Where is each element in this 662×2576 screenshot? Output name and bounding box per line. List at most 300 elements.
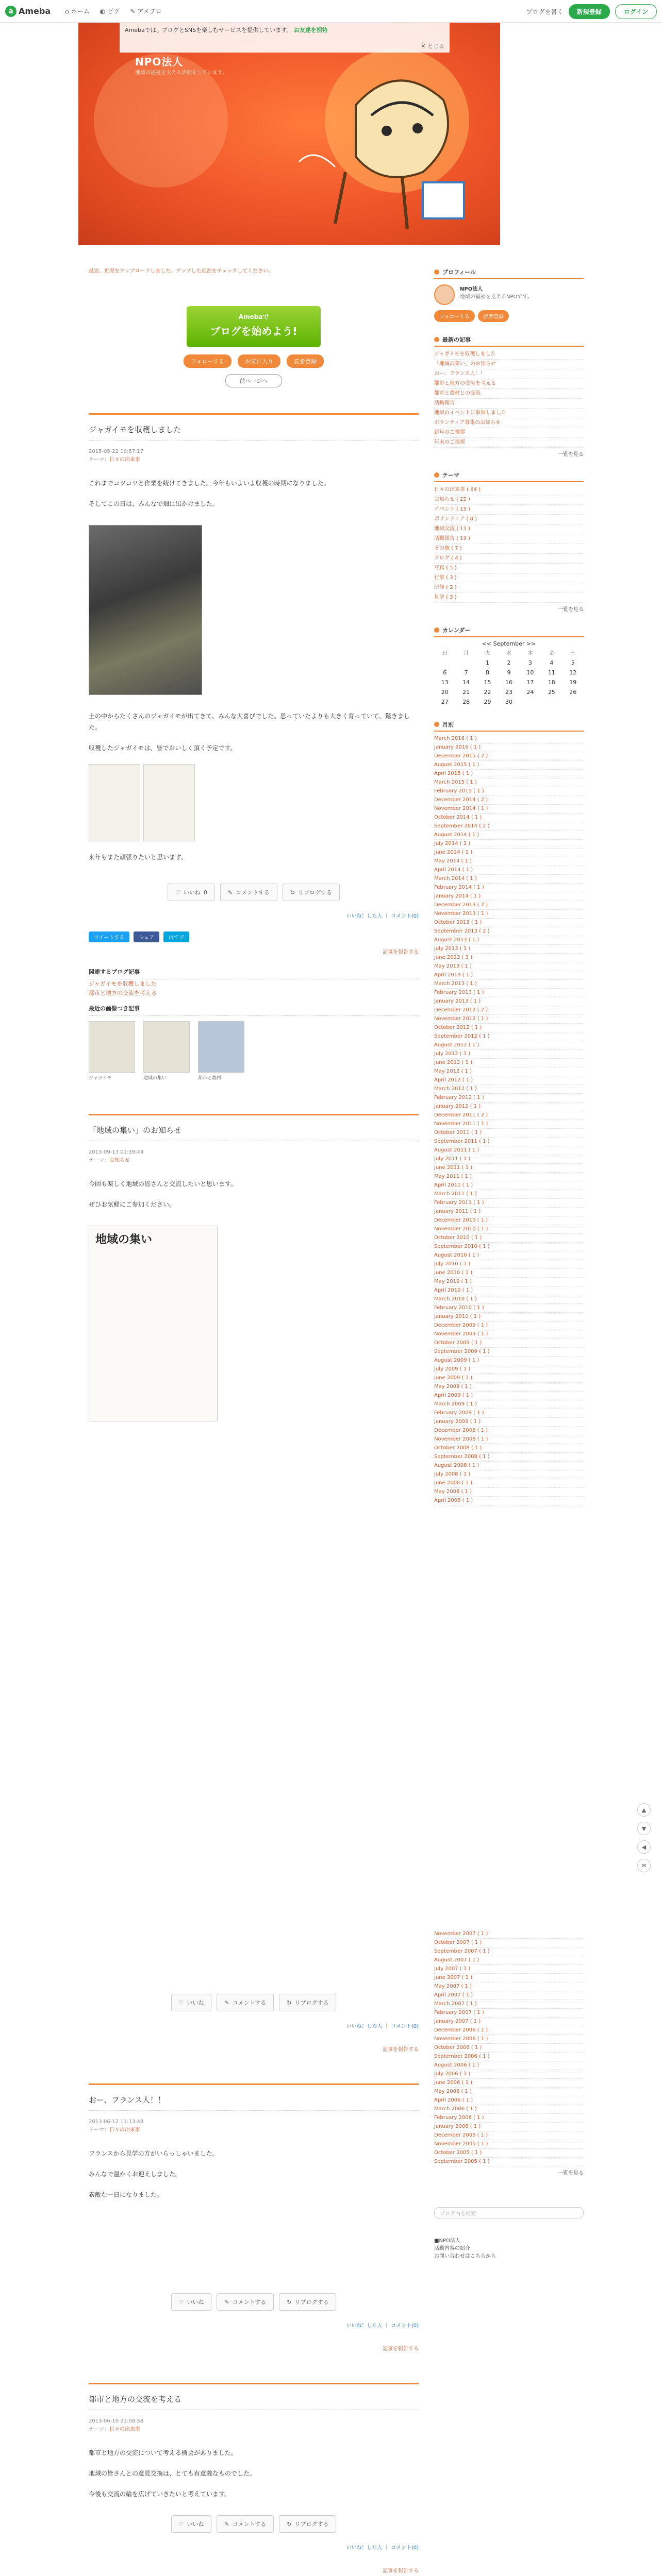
archive-item[interactable]: November 2010 ( 1 ) — [434, 1225, 584, 1234]
calendar-weekday: 火 — [485, 651, 490, 656]
comment-button[interactable] — [220, 884, 277, 901]
register-button[interactable]: 新規登録 — [569, 4, 610, 19]
floating-buttons — [636, 1803, 652, 1872]
prev-page-button[interactable]: 前ページへ — [225, 374, 282, 387]
entry-theme-link[interactable]: お知らせ — [109, 1158, 130, 1163]
blog-entry — [89, 2083, 419, 2352]
like-button[interactable] — [171, 1994, 212, 2011]
archive-item[interactable]: September 2010 ( 1 ) — [434, 1243, 584, 1251]
archive-item[interactable]: July 2007 ( 1 ) — [434, 1965, 584, 1974]
archive-item[interactable]: August 2015 ( 1 ) — [434, 761, 584, 770]
entry-meta — [89, 2118, 419, 2134]
reaction-bar — [89, 2515, 419, 2533]
archive-item[interactable]: May 2008 ( 1 ) — [434, 1488, 584, 1497]
archive-item[interactable]: January 2011 ( 1 ) — [434, 1208, 584, 1216]
theme-item[interactable]: イベント ( 15 ) — [434, 505, 584, 515]
theme-item[interactable]: その他 ( 7 ) — [434, 544, 584, 554]
entry-body — [89, 2447, 419, 2500]
archive-item[interactable]: November 2005 ( 1 ) — [434, 2140, 584, 2149]
archive-item[interactable]: April 2010 ( 1 ) — [434, 1286, 584, 1295]
calendar-day[interactable]: 19 — [569, 679, 577, 686]
heart-icon: ♡ — [178, 2298, 184, 2306]
archive-item[interactable]: August 2013 ( 1 ) — [434, 936, 584, 945]
tweet-button[interactable]: ツイートする — [89, 931, 129, 942]
archive-item[interactable]: December 2013 ( 2 ) — [434, 901, 584, 910]
archive-item[interactable]: October 2012 ( 1 ) — [434, 1024, 584, 1032]
archive-item[interactable]: August 2008 ( 1 ) — [434, 1462, 584, 1470]
archive-item[interactable]: January 2009 ( 1 ) — [434, 1418, 584, 1427]
notice-close-label: とじる — [427, 43, 444, 49]
archive-item[interactable]: October 2008 ( 1 ) — [434, 1444, 584, 1453]
archive-more-link[interactable]: 一覧を見る — [558, 2171, 584, 2176]
nav-ameblo[interactable] — [130, 7, 161, 15]
theme-heading — [434, 471, 584, 482]
ameba-logo[interactable] — [5, 6, 51, 17]
calendar-weekday: 日 — [442, 651, 448, 656]
archive-item[interactable]: March 2007 ( 1 ) — [434, 2000, 584, 2009]
archive-item[interactable]: February 2010 ( 1 ) — [434, 1304, 584, 1313]
theme-item[interactable]: 行事 ( 3 ) — [434, 573, 584, 583]
calendar-day[interactable] — [541, 697, 562, 707]
paragraph: みんなで温かくお迎えしました。 — [89, 2171, 182, 2178]
comment-button[interactable] — [217, 2515, 274, 2533]
entry-photo[interactable] — [89, 525, 202, 695]
info-line[interactable]: お問い合わせはこちらから — [434, 2253, 496, 2259]
archive-item[interactable]: May 2010 ( 1 ) — [434, 1278, 584, 1286]
calendar-day[interactable]: 6 — [443, 669, 447, 676]
archive-item[interactable]: May 2012 ( 1 ) — [434, 1067, 584, 1076]
reblog-button[interactable] — [279, 2515, 336, 2533]
archive-item[interactable]: January 2012 ( 1 ) — [434, 1103, 584, 1111]
archive-heading-label: 月別 — [442, 721, 454, 728]
theme-item[interactable]: 日々の出来事 ( 64 ) — [434, 485, 584, 495]
archive-item[interactable]: November 2007 ( 1 ) — [434, 1930, 584, 1939]
archive-item[interactable]: September 2008 ( 1 ) — [434, 1453, 584, 1462]
notice-link[interactable]: お友達を招待 — [293, 27, 328, 33]
theme-item[interactable]: 写真 ( 5 ) — [434, 564, 584, 573]
prev-month-icon[interactable]: << — [482, 640, 492, 647]
archive-item[interactable]: October 2007 ( 1 ) — [434, 1939, 584, 1947]
thumb[interactable] — [198, 1021, 244, 1083]
report-link[interactable]: 記事を報告する — [383, 2047, 419, 2053]
reblog-button[interactable] — [279, 2293, 336, 2311]
thumb-image — [198, 1021, 244, 1073]
archive-item[interactable]: March 2016 ( 1 ) — [434, 735, 584, 743]
archive-item[interactable]: January 2013 ( 1 ) — [434, 997, 584, 1006]
archive-item[interactable]: March 2009 ( 1 ) — [434, 1400, 584, 1409]
notice-text: Amebaでは、ブログとSNSを楽しむサービスを提供しています。 — [125, 27, 292, 33]
archive-item[interactable]: April 2014 ( 1 ) — [434, 866, 584, 875]
calendar-day[interactable]: 1 — [486, 659, 490, 666]
archive-item[interactable]: April 2009 ( 1 ) — [434, 1392, 584, 1400]
archive-item[interactable]: July 2013 ( 1 ) — [434, 945, 584, 954]
archive-item[interactable]: April 2012 ( 1 ) — [434, 1076, 584, 1085]
calendar-day[interactable] — [434, 658, 455, 668]
theme-item[interactable]: 活動報告 ( 19 ) — [434, 534, 584, 544]
archive-item[interactable]: February 2014 ( 1 ) — [434, 884, 584, 892]
thumb[interactable] — [143, 1021, 190, 1083]
theme-label: テーマ： — [89, 2127, 109, 2133]
archive-item[interactable]: February 2011 ( 1 ) — [434, 1199, 584, 1208]
back-icon[interactable]: ◀ — [637, 1840, 651, 1854]
archive-item[interactable]: December 2010 ( 1 ) — [434, 1216, 584, 1225]
event-flyer[interactable] — [89, 1226, 218, 1421]
comment-icon: ✎ — [227, 889, 233, 896]
archive-item[interactable]: September 2012 ( 1 ) — [434, 1032, 584, 1041]
home-icon: ⌂ — [65, 7, 69, 15]
entry-links[interactable]: いいね！した人 ｜ コメント(0) — [346, 2323, 419, 2329]
archive-item[interactable]: November 2006 ( 1 ) — [434, 2035, 584, 2044]
calendar-weekday: 金 — [549, 651, 554, 656]
entry-photo-small[interactable] — [89, 764, 140, 841]
like-button[interactable] — [171, 2293, 212, 2311]
report-link[interactable]: 記事を報告する — [383, 950, 419, 955]
login-button[interactable]: ログイン — [615, 4, 657, 19]
calendar-day[interactable]: 29 — [484, 699, 491, 705]
mail-icon[interactable]: ✉ — [637, 1859, 651, 1872]
paragraph: 来年もまた頑張りたいと思います。 — [89, 854, 188, 861]
image-thumbs — [89, 1021, 419, 1083]
archive-item[interactable]: September 2011 ( 1 ) — [434, 1138, 584, 1146]
profile-box — [434, 268, 584, 322]
archive-item[interactable]: July 2006 ( 1 ) — [434, 2070, 584, 2079]
recent-item[interactable]: おー、フランス人！！ — [434, 369, 584, 379]
calendar-day[interactable]: 4 — [550, 659, 554, 666]
heart-icon: ♡ — [175, 889, 180, 896]
write-blog-link[interactable]: ブログを書く — [526, 8, 564, 15]
archive-item[interactable]: June 2006 ( 1 ) — [434, 2079, 584, 2088]
calendar-day[interactable]: 30 — [505, 699, 512, 705]
entry-title[interactable]: ジャガイモを収穫しました — [89, 424, 419, 440]
recent-item[interactable]: 「地域の集い」のお知らせ — [434, 360, 584, 369]
archive-item[interactable]: March 2015 ( 1 ) — [434, 778, 584, 787]
theme-item[interactable]: 研修 ( 2 ) — [434, 583, 584, 593]
archive-item[interactable]: April 2007 ( 1 ) — [434, 1991, 584, 2000]
paragraph: 今後も交流の輪を広げていきたいと考えています。 — [89, 2490, 231, 2498]
archive-item[interactable]: March 2014 ( 1 ) — [434, 875, 584, 884]
info-line: ■NPO法人 — [434, 2238, 460, 2244]
paragraph: そしてこの日は、みんなで畑に出かけました。 — [89, 500, 219, 507]
calendar-day[interactable]: 15 — [484, 679, 491, 686]
archive-item[interactable]: November 2012 ( 1 ) — [434, 1015, 584, 1024]
archive-item[interactable]: May 2007 ( 1 ) — [434, 1982, 584, 1991]
archive-item[interactable]: December 2012 ( 2 ) — [434, 1006, 584, 1015]
archive-item[interactable]: November 2013 ( 1 ) — [434, 910, 584, 919]
theme-heading-label: テーマ — [442, 472, 459, 479]
recent-more-link[interactable]: 一覧を見る — [558, 452, 584, 457]
archive-item[interactable]: November 2014 ( 1 ) — [434, 805, 584, 814]
archive-item[interactable]: December 2014 ( 2 ) — [434, 796, 584, 805]
reblog-label: リブログする — [297, 889, 332, 896]
archive-list — [434, 732, 584, 1505]
archive-item[interactable]: January 2016 ( 1 ) — [434, 743, 584, 752]
archive-item[interactable]: April 2008 ( 1 ) — [434, 1497, 584, 1505]
recent-item[interactable]: ジャガイモを収穫しました — [434, 350, 584, 360]
archive-item[interactable]: August 2007 ( 1 ) — [434, 1956, 584, 1965]
recent-item[interactable]: 都市と農村との交流 — [434, 389, 584, 399]
archive-item[interactable]: February 2009 ( 1 ) — [434, 1409, 584, 1418]
archive-item[interactable]: February 2006 ( 1 ) — [434, 2114, 584, 2123]
paragraph: これまでコツコツと作業を続けてきました。今年もいよいよ収穫の時期になりました。 — [89, 480, 330, 487]
recent-item[interactable]: 地域のイベントに参加しました — [434, 409, 584, 418]
thumb[interactable] — [89, 1021, 135, 1083]
like-button[interactable] — [168, 884, 215, 901]
archive-item[interactable]: September 2009 ( 1 ) — [434, 1348, 584, 1357]
archive-item[interactable]: May 2006 ( 1 ) — [434, 2088, 584, 2096]
recent-item[interactable]: 年末のご挨拶 — [434, 438, 584, 448]
archive-item[interactable]: October 2014 ( 1 ) — [434, 814, 584, 822]
archive-item[interactable]: June 2011 ( 1 ) — [434, 1164, 584, 1173]
follow-button[interactable]: フォローする — [184, 354, 231, 368]
entry-photo-group — [89, 764, 419, 841]
archive-item[interactable]: January 2006 ( 1 ) — [434, 2123, 584, 2131]
recent-item[interactable]: 都市と地方の交流を考える — [434, 379, 584, 389]
theme-item[interactable]: 地域交流 ( 11 ) — [434, 524, 584, 534]
main-column — [89, 268, 419, 1437]
archive-item[interactable]: March 2011 ( 1 ) — [434, 1190, 584, 1199]
calendar-day[interactable]: 14 — [462, 679, 470, 686]
thumb-image — [89, 1021, 135, 1073]
archive-item[interactable]: November 2011 ( 1 ) — [434, 1120, 584, 1129]
blog-header-image — [78, 23, 500, 245]
theme-item[interactable]: 見学 ( 3 ) — [434, 593, 584, 603]
archive-item[interactable]: January 2007 ( 1 ) — [434, 2018, 584, 2026]
main-column-continued — [89, 1994, 419, 2576]
related-heading: 関連するブログ記事 — [89, 968, 419, 979]
calendar-day[interactable]: 22 — [484, 689, 491, 696]
notice-close-button[interactable]: ✕ とじる — [421, 43, 444, 49]
calendar-weekday: 土 — [570, 651, 576, 656]
archive-item[interactable]: May 2013 ( 1 ) — [434, 962, 584, 971]
calendar-day[interactable]: 9 — [507, 669, 511, 676]
archive-item[interactable]: September 2014 ( 2 ) — [434, 822, 584, 831]
archive-item[interactable]: October 2005 ( 1 ) — [434, 2149, 584, 2158]
ameba-banner[interactable] — [187, 306, 321, 347]
top-nav — [65, 7, 161, 15]
archive-item[interactable]: February 2013 ( 1 ) — [434, 989, 584, 997]
theme-list — [434, 482, 584, 603]
follow-button[interactable]: フォローする — [434, 310, 475, 322]
calendar-weekday: 木 — [527, 651, 533, 656]
calendar-day[interactable]: 7 — [464, 669, 468, 676]
archive-item[interactable]: March 2010 ( 1 ) — [434, 1295, 584, 1304]
archive-item[interactable]: March 2006 ( 1 ) — [434, 2105, 584, 2114]
blog-search-input[interactable]: ブログ内を検索 — [434, 2207, 584, 2218]
archive-item[interactable]: July 2009 ( 1 ) — [434, 1365, 584, 1374]
blog-title[interactable]: NPO法人 — [135, 56, 184, 68]
paragraph: 土の中からたくさんのジャガイモが出てきて、みんな大喜びでした。思っていたよりも大きく育っていて、驚きました。 — [89, 713, 410, 731]
entry-title[interactable]: おー、フランス人！！ — [89, 2094, 419, 2111]
archive-item[interactable]: September 2007 ( 1 ) — [434, 1947, 584, 1956]
calendar-day[interactable]: 17 — [526, 679, 534, 686]
archive-item[interactable]: February 2012 ( 1 ) — [434, 1094, 584, 1103]
reblog-button[interactable] — [279, 1994, 336, 2011]
subscribe-button[interactable]: 読者登録 — [478, 310, 509, 322]
recent-heading — [434, 335, 584, 347]
calendar-day[interactable]: 24 — [526, 689, 534, 696]
entry-theme-link[interactable]: 日々の出来事 — [109, 2427, 140, 2432]
scroll-up-icon[interactable]: ▲ — [637, 1803, 651, 1817]
calendar-day[interactable]: 28 — [462, 699, 470, 705]
thumb-caption: 都市と農村 — [198, 1076, 222, 1081]
archive-item[interactable]: October 2010 ( 1 ) — [434, 1234, 584, 1243]
like-button[interactable] — [171, 2515, 212, 2533]
calendar-day[interactable]: 11 — [548, 669, 555, 676]
facebook-share-button[interactable]: シェア — [134, 931, 159, 942]
entry-photo-small[interactable] — [143, 764, 195, 841]
archive-item[interactable]: June 2014 ( 1 ) — [434, 849, 584, 857]
archive-item[interactable]: March 2012 ( 1 ) — [434, 1085, 584, 1094]
archive-item[interactable]: August 2009 ( 1 ) — [434, 1357, 584, 1365]
archive-item[interactable]: December 2008 ( 1 ) — [434, 1427, 584, 1435]
like-label: いいね — [187, 2299, 204, 2306]
calendar-box — [434, 626, 584, 707]
comment-button[interactable] — [217, 1994, 274, 2011]
entry-title[interactable]: 都市と地方の交流を考える — [89, 2394, 419, 2410]
archive-item[interactable]: June 2010 ( 1 ) — [434, 1269, 584, 1278]
archive-item[interactable]: January 2014 ( 1 ) — [434, 892, 584, 901]
archive-item[interactable]: June 2009 ( 1 ) — [434, 1374, 584, 1383]
nav-home[interactable] — [65, 7, 90, 15]
archive-item[interactable]: August 2014 ( 1 ) — [434, 831, 584, 840]
entry-theme-link[interactable]: 日々の出来事 — [109, 2127, 140, 2133]
blog-entry — [89, 1114, 419, 1421]
hatena-button[interactable]: はてブ — [163, 931, 189, 942]
archive-item[interactable]: June 2012 ( 1 ) — [434, 1059, 584, 1067]
subscribe-button[interactable]: 読者登録 — [287, 354, 324, 368]
archive-item[interactable]: June 2007 ( 1 ) — [434, 1974, 584, 1982]
blog-actions — [89, 354, 419, 368]
archive-item[interactable]: October 2009 ( 1 ) — [434, 1339, 584, 1348]
brand-name: Ameba — [19, 6, 51, 16]
recent-item[interactable]: 活動報告 — [434, 399, 584, 409]
report-link[interactable]: 記事を報告する — [383, 2568, 419, 2574]
calendar-day[interactable]: 16 — [505, 679, 512, 686]
comment-button[interactable] — [217, 2293, 274, 2311]
related-link[interactable]: ジャガイモを収穫しました — [89, 980, 157, 987]
archive-item[interactable]: January 2010 ( 1 ) — [434, 1313, 584, 1321]
calendar-day[interactable]: 18 — [548, 679, 555, 686]
comment-label: コメントする — [236, 889, 270, 896]
archive-item[interactable]: October 2013 ( 1 ) — [434, 919, 584, 927]
archive-item[interactable]: April 2013 ( 1 ) — [434, 971, 584, 980]
archive-item[interactable]: July 2011 ( 1 ) — [434, 1155, 584, 1164]
report-link[interactable]: 記事を報告する — [383, 2346, 419, 2352]
calendar-day[interactable] — [562, 697, 584, 707]
entry-links[interactable]: いいね！した人 ｜ コメント(0) — [346, 2545, 419, 2551]
archive-item[interactable]: August 2011 ( 1 ) — [434, 1146, 584, 1155]
archive-item[interactable]: October 2011 ( 1 ) — [434, 1129, 584, 1138]
calendar-day[interactable]: 21 — [462, 689, 470, 696]
archive-item[interactable]: December 2009 ( 1 ) — [434, 1321, 584, 1330]
like-label: いいね — [183, 889, 201, 896]
archive-item[interactable]: May 2011 ( 1 ) — [434, 1173, 584, 1181]
blog-intro: 最近、近況をアップロードしました。アップした近況をチェックしてください。 — [89, 268, 274, 274]
calendar-day[interactable]: 8 — [486, 669, 490, 676]
recent-item[interactable]: 新年のご挨拶 — [434, 428, 584, 438]
archive-item[interactable]: December 2015 ( 2 ) — [434, 752, 584, 761]
profile-name[interactable]: NPO法人 — [460, 286, 483, 292]
archive-item[interactable]: September 2006 ( 1 ) — [434, 2053, 584, 2061]
recent-heading-label: 最新の記事 — [442, 336, 471, 343]
archive-item[interactable]: July 2014 ( 1 ) — [434, 840, 584, 849]
calendar-day[interactable]: 12 — [569, 669, 577, 676]
archive-item[interactable]: December 2006 ( 1 ) — [434, 2026, 584, 2035]
entry-title[interactable]: 「地域の集い」のお知らせ — [89, 1125, 419, 1141]
calendar-day[interactable]: 25 — [548, 689, 555, 696]
calendar-day[interactable]: 3 — [528, 659, 532, 666]
calendar-day[interactable]: 27 — [441, 699, 449, 705]
calendar-day[interactable]: 20 — [441, 689, 449, 696]
nav-pigg[interactable] — [100, 7, 120, 15]
theme-item[interactable]: お知らせ ( 22 ) — [434, 495, 584, 505]
theme-item[interactable]: ブログ ( 4 ) — [434, 554, 584, 564]
archive-item[interactable]: May 2009 ( 1 ) — [434, 1383, 584, 1392]
archive-item[interactable]: December 2011 ( 2 ) — [434, 1111, 584, 1120]
archive-item[interactable]: August 2010 ( 1 ) — [434, 1251, 584, 1260]
share-bar — [89, 931, 419, 942]
archive-item[interactable]: May 2014 ( 1 ) — [434, 857, 584, 866]
avatar[interactable] — [434, 284, 455, 305]
calendar-weekday: 水 — [506, 651, 511, 656]
top-right — [526, 4, 657, 19]
calendar-day[interactable] — [455, 658, 476, 668]
entry-date: 2013-06-10 21:08:58 — [89, 2418, 144, 2424]
archive-item[interactable]: October 2006 ( 1 ) — [434, 2044, 584, 2053]
archive-item[interactable]: August 2006 ( 1 ) — [434, 2061, 584, 2070]
paragraph: ぜひお気軽にご参加ください。 — [89, 1201, 176, 1208]
archive-item[interactable]: March 2013 ( 1 ) — [434, 980, 584, 989]
entry-links[interactable]: いいね！した人 ｜ コメント(0) — [346, 2024, 419, 2029]
archive-item[interactable]: December 2005 ( 1 ) — [434, 2131, 584, 2140]
archive-item[interactable]: September 2013 ( 2 ) — [434, 927, 584, 936]
archive-item[interactable]: August 2012 ( 1 ) — [434, 1041, 584, 1050]
archive-item[interactable]: April 2011 ( 1 ) — [434, 1181, 584, 1190]
archive-item[interactable]: July 2012 ( 1 ) — [434, 1050, 584, 1059]
calendar-day[interactable]: 10 — [526, 669, 534, 676]
archive-item[interactable]: June 2013 ( 3 ) — [434, 954, 584, 962]
entry-theme-link[interactable]: 日々の出来事 — [109, 457, 140, 463]
archive-item[interactable]: November 2009 ( 1 ) — [434, 1330, 584, 1339]
archive-item[interactable]: June 2008 ( 1 ) — [434, 1479, 584, 1488]
archive-item[interactable]: July 2008 ( 1 ) — [434, 1470, 584, 1479]
calendar-day[interactable]: 26 — [569, 689, 577, 696]
theme-item[interactable]: ボランティア ( 8 ) — [434, 515, 584, 524]
archive-item[interactable]: February 2007 ( 1 ) — [434, 2009, 584, 2018]
archive-item[interactable]: February 2015 ( 1 ) — [434, 787, 584, 796]
reblog-button[interactable] — [283, 884, 340, 901]
archive-item[interactable]: September 2005 ( 1 ) — [434, 2158, 584, 2166]
calendar-day[interactable] — [520, 697, 541, 707]
theme-more-link[interactable]: 一覧を見る — [558, 607, 584, 613]
next-month-icon[interactable]: >> — [526, 640, 536, 647]
calendar-day[interactable]: 23 — [505, 689, 512, 696]
entry-links[interactable]: いいね！した人 ｜ コメント(0) — [346, 913, 419, 919]
archive-item[interactable]: July 2010 ( 1 ) — [434, 1260, 584, 1269]
archive-item[interactable]: April 2015 ( 1 ) — [434, 770, 584, 778]
archive-item[interactable]: April 2006 ( 1 ) — [434, 2096, 584, 2105]
favorite-button[interactable]: お気に入り — [238, 354, 280, 368]
entry-date: 2013-06-12 11:13:48 — [89, 2119, 144, 2125]
reaction-bar — [89, 1994, 419, 2011]
calendar-day[interactable]: 13 — [441, 679, 449, 686]
recent-item[interactable]: ボランティア募集のお知らせ — [434, 418, 584, 428]
scroll-down-icon[interactable]: ▼ — [637, 1822, 651, 1835]
calendar-day[interactable]: 5 — [571, 659, 575, 666]
related-link[interactable]: 都市と地方の交流を考える — [89, 990, 157, 996]
calendar-day[interactable]: 2 — [507, 659, 511, 666]
archive-item[interactable]: November 2008 ( 1 ) — [434, 1435, 584, 1444]
